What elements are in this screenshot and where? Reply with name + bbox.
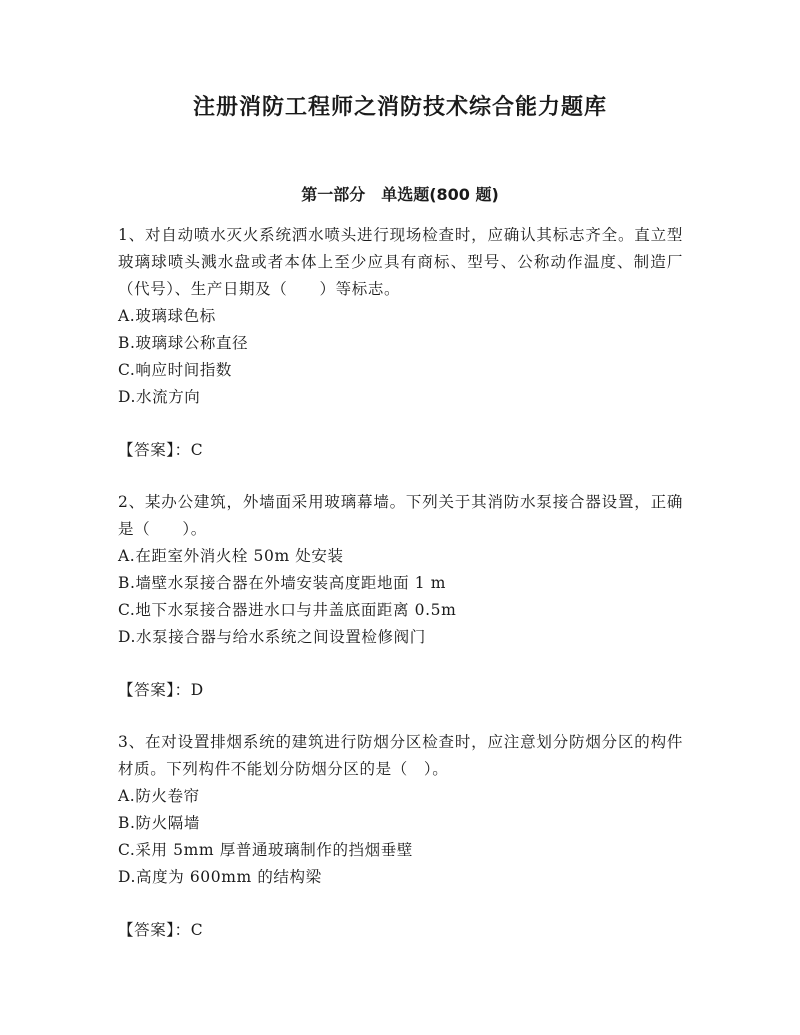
question-option: A.在距室外消火栓 50m 处安装: [118, 547, 344, 565]
question-option: C.响应时间指数: [118, 361, 233, 379]
question-stem: 3、在对设置排烟系统的建筑进行防烟分区检查时，应注意划分防烟分区的构件材质。下列构件不能划分防烟分区的是（ ）。: [118, 733, 683, 778]
answer-label: 【答案】：: [118, 681, 191, 699]
question-option: C.采用 5mm 厚普通玻璃制作的挡烟垂壁: [118, 841, 413, 859]
question-option: A.防火卷帘: [118, 787, 200, 805]
answer-value: C: [190, 921, 204, 939]
question-option: B.防火隔墙: [118, 814, 200, 832]
question-stem: 2、某办公建筑，外墙面采用玻璃幕墙。下列关于其消防水泵接合器设置，正确是（ ）。: [118, 493, 683, 538]
question-option: D.水泵接合器与给水系统之间设置检修阀门: [118, 628, 426, 646]
answer-label: 【答案】：: [118, 441, 191, 459]
question-option: B.墙壁水泵接合器在外墙安装高度距地面 1 m: [118, 574, 447, 592]
answer-value: C: [190, 441, 204, 459]
question-option: B.玻璃球公称直径: [118, 334, 249, 352]
question-option: D.水流方向: [118, 388, 201, 406]
answer-line: [118, 917, 683, 944]
question-item: [118, 489, 683, 704]
question-item: [118, 729, 683, 944]
answer-line: [118, 677, 683, 704]
question-option: A.玻璃球色标: [118, 307, 216, 325]
question-option: C.地下水泵接合器进水口与井盖底面距离 0.5m: [118, 601, 457, 619]
section-heading: 第一部分 单选题(800 题): [301, 185, 499, 204]
question-list: [118, 222, 683, 969]
answer-line: [118, 437, 683, 464]
question-item: [118, 222, 683, 464]
question-option: D.高度为 600mm 的结构梁: [118, 868, 322, 886]
answer-value: D: [190, 681, 204, 699]
answer-label: 【答案】：: [118, 921, 191, 939]
question-stem: 1、对自动喷水灭火系统洒水喷头进行现场检查时，应确认其标志齐全。直立型玻璃球喷头溅水盘或者本体上至少应具有商标、型号、公称动作温度、制造厂（代号）、生产日期及（ ）等标志。: [118, 226, 683, 298]
page-title: 注册消防工程师之消防技术综合能力题库: [192, 95, 607, 120]
